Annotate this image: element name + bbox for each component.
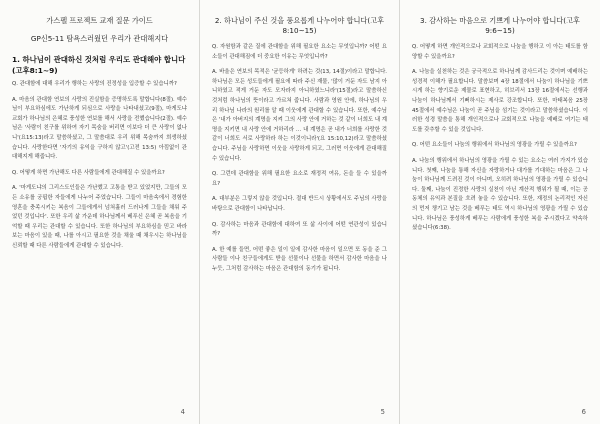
question-1: Q. 자원함과 같은 질에 관대함을 위해 필요한 요소는 무엇입니까? 어떤 요소들이 관대해짐에 더 중요한 이유는 무엇입니까? — [212, 44, 387, 60]
section-title: 3. 감사하는 마음으로 기쁘게 나누어야 합니다(고후 9:6~15) — [420, 16, 580, 35]
answer-1: A. 마음의 관대함 연보의 사랑의 진실함을 증명하도록 말합니다(8절). 예수님이 부요하심에도 가난하게 되심으로 사랑을 나타내셨고(9절), 마게도냐 교회가 하나님의 은혜로 풍성한 연보를 해서 사랑을 전했습니다(2절). 예수님은 '사람이 친구를 위하여 자기 목숨을 버리면 이보다 더 큰 사랑이 없나니'(요15:13)라고 말씀하셨고, 그 말씀대로 우리 위해 목숨까지 희생하셨습니다. 사랑한다면 '자기의 유익을 구하지 않고'(고전 13:5) 아낌없이 관대해지게 해줍니다. — [12, 96, 187, 161]
answer-2: A. 대부분은 그렇지 않을 것입니다. 절대 반드시 상황에서도 주님의 사랑을 바탕으로 관대함이 나타납니다. — [212, 196, 387, 212]
answer-2: A. 나눔의 행위에서 하나님의 영광을 가릴 수 있는 요소는 여러 가지가 있습니다. 첫째, 나눔을 통해 자신을 자랑하거나 대가를 기대하는 마음은 그 나눔이 하나님께 드려진 것이 아니며, 오히려 하나님의 영광을 가릴 수 있습니다. 둘째, 나눔이 진정한 사랑의 실천이 아닌 계산적 행위가 될 때, 이는 공동체의 유익과 본질을 흐려 놓을 수 있습니다. 또한, 재정의 논리적인 자신의 먼저 챙기고 남는 것을 베푸는 태도 역시 하나님의 영광을 가릴 수 있습니다. 하나님은 풍성하게 베푸는 사람에게 풍성한 복을 주시겠다고 약속하셨습니다(6:38). — [412, 157, 588, 232]
page-4 — [0, 0, 200, 424]
answer-1: A. 나눔을 실천하는 것은 궁극적으로 하나님께 감사드리는 것이며 예배하는 성경적 이해가 필요합니다. 말씀보며 4장 18절에서 나눔이 하나님을 기쁘시게 하는 향기로운 제물로 표현하고, 히브리서 13장 16절에서는 선행과 나눔이 하나님께서 기뻐하시는 제사로 강조합니다. 또한, 마태복음 25장 45절에서 예수님은 나눔이 곧 주님을 섬기는 것이라고 말씀하셨습니다. 이러한 성경 말씀을 통해 개인적으로나 교회적으로 나눔을 예배로 여기는 태도를 갖추할 수 있을 것입니다. — [412, 69, 588, 133]
page-number: 5 — [380, 408, 385, 416]
question-2: Q. 어떤 요소들이 나눔의 행위에서 하나님의 영광을 가릴 수 있을까요? — [412, 142, 577, 149]
answer-1: A. 바울은 연보의 목적은 '균등하게' 하려는 것(13, 14절)이라고 말합니다. 하나님은 모든 성도들에게 필요에 따라 주신 재물, '많이 거둔 자도 남지 아니하였고 적게 거둔 자도 모자라지 아니하였느니라'(15절)라고 말씀하신 것처럼 하나님의 뜻이라고 가르쳐 줍니다. 사람과 영원 안에, 하나님의 우리 하나님 나라의 원리를 알 때 이웃에게 관대할 수 있습니다. 또한, 예수님은 '내가 아버지의 계명을 지켜 그의 사랑 안에 거하는 것 같이 너희도 내 계명을 지키면 내 사랑 안에 거하리라 … 내 계명은 곧 내가 너희를 사랑한 것 같이 너희도 서로 사랑하라 하는 이것이니라'(요 15:10,12)라고 말씀하셨습니다. 주님을 사랑하면 이웃을 사랑하게 되고, 그러면 이웃에게 관대해질 수 있습니다. — [212, 69, 387, 162]
page-number: 6 — [581, 408, 586, 416]
lesson-title: GP신5-11 탐욕스러웠던 우리가 관대해지다 — [30, 34, 169, 43]
guide-header: 가스펠 프로젝트 교재 질문 가이드 — [46, 16, 153, 25]
page-number: 4 — [180, 408, 185, 416]
answer-2: A. '마게도냐의 그리스도인들은 가난했고 고통을 받고 있었지만, 그들의 모든 소유를 궁핍한 자들에게 나누어 주었습니다. 그들이 마음속에서 경험한 영혼을 충족시키는 복음이 그들에게서 넘쳐흘러 드러나게 그들을 채워 주었던 것입니다'. 또한 우리 삶 가운데 하나님께서 베푸신 은혜 곧 복음을 기억할 때 우리는 관대할 수 있습니다. 또한 하나님의 부요하심을 믿고 바라보는 마음이 있을 때, 나를 아시고 필요한 것을 채울 때 채우시는 하나님을 신뢰할 때 다른 사람들에게 관대할 수 있습니다. — [12, 185, 187, 249]
question-2: Q. 어떻게 하면 가난해도 다른 사람들에게 관대해질 수 있을까요? — [12, 169, 165, 176]
answer-3: A. 한 예를 들면, 어떤 좋은 일이 일에 감사한 마음이 일으면 또 동을 준 그 사람들 이나 친구들에게도 받을 선물이나 선물을 하면서 감사한 마음을 나누듯, 그처럼 감사하는 마음은 관대함의 동기가 됩니다. — [212, 246, 387, 272]
page-5 — [200, 0, 400, 424]
page-6 — [400, 0, 600, 424]
question-2: Q. 그런데 관대함을 위해 필요한 요소로 재정적 여유, 돈을 들 수 있을까요? — [212, 171, 387, 187]
section-title: 2. 하나님이 주신 것을 풍요롭게 나누어야 합니다(고후8:10~15) — [214, 16, 385, 35]
question-1: Q. 어떻게 하면 개인적으로나 교회적으로 나눔을 행하고 이 아는 태도를 함양할 수 있을까요? — [412, 44, 588, 60]
question-1: Q. 관대함에 대해 우리가 행하는 사랑의 진정성을 입증할 수 있습니까? — [12, 81, 177, 87]
question-3: Q. 감사하는 마음과 관대함에 대하여 또 삶 사이에 어떤 연관성이 있습니까? — [212, 221, 387, 238]
section-title: 1. 하나님이 관대하신 것처럼 우리도 관대해야 합니다(고후8:1~9) — [12, 55, 186, 75]
